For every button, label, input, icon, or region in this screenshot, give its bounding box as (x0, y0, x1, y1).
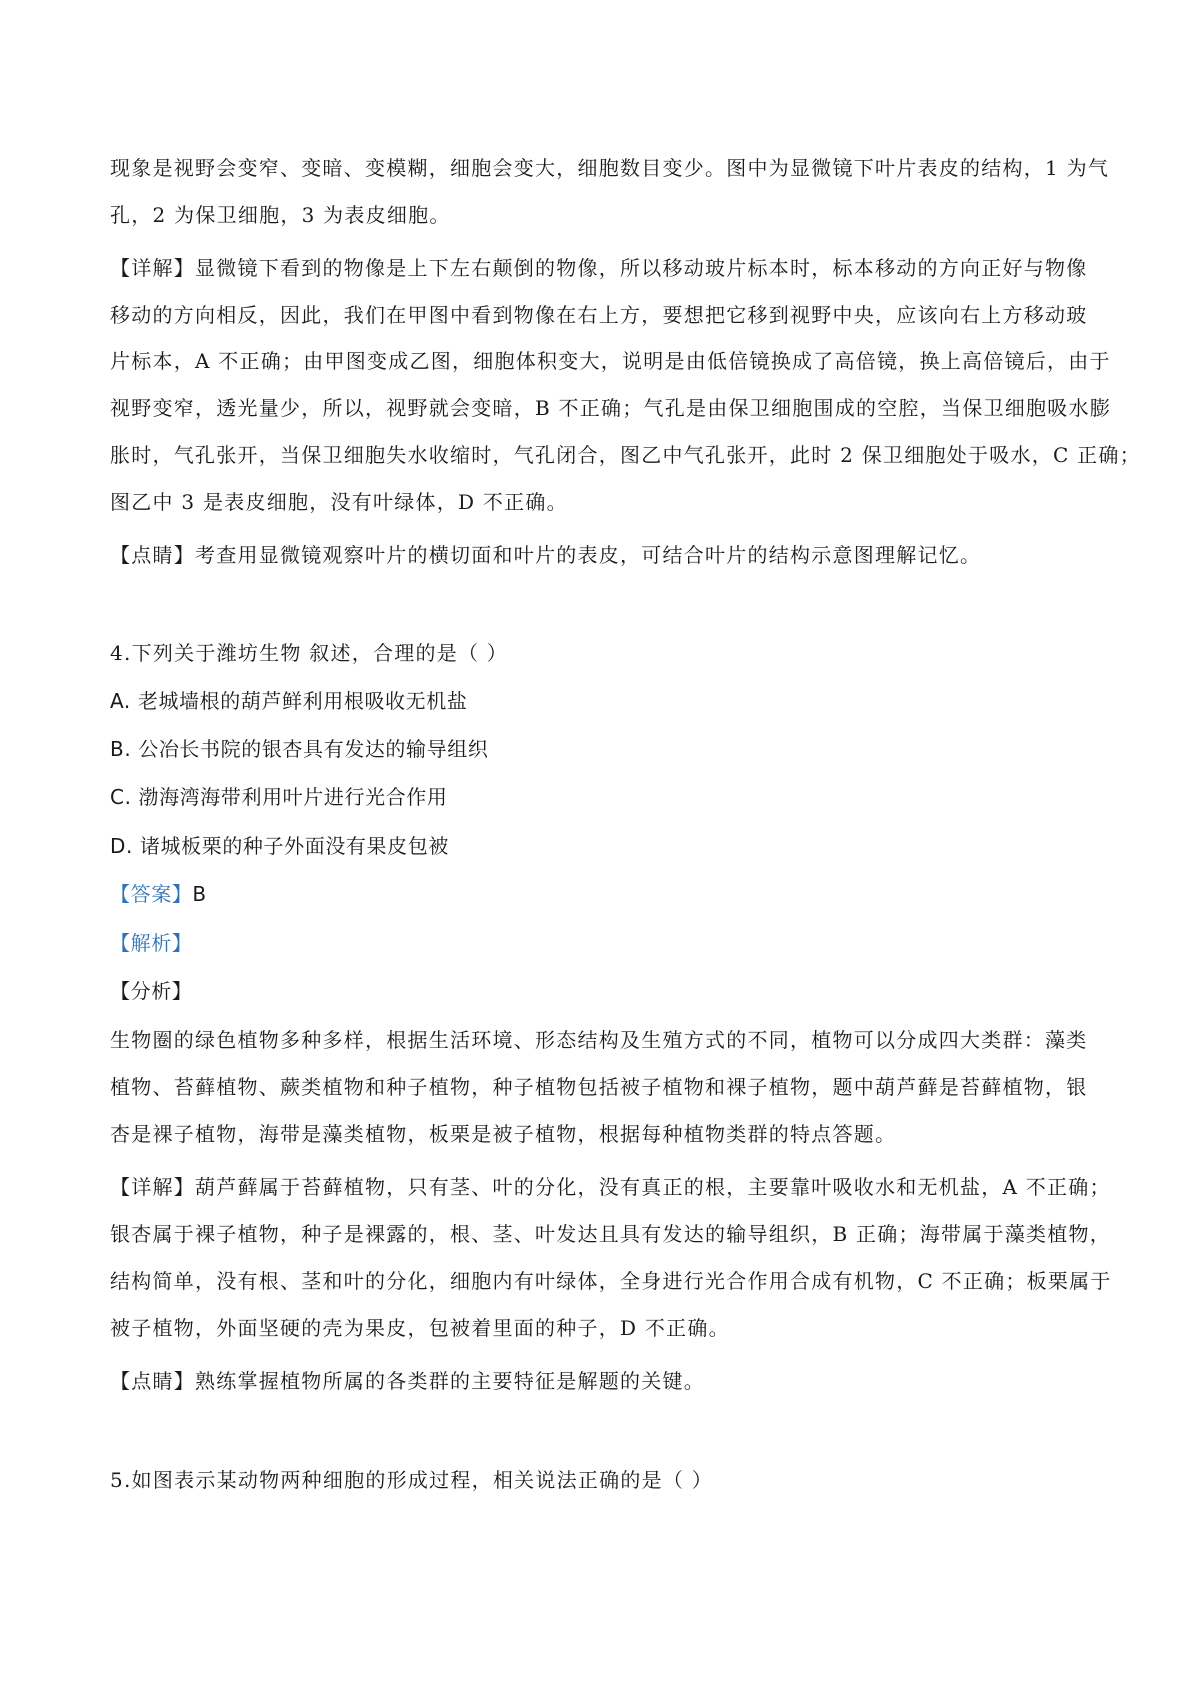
detail-line: 【详解】葫芦藓属于苔藓植物，只有茎、叶的分化，没有真正的根，主要靠叶吸收水和无机盐，A 不正确； (110, 1175, 1111, 1199)
fenxi-line: 生物圈的绿色植物多种多样，根据生活环境、形态结构及生殖方式的不同，植物可以分成四大类群：藻类 (110, 1028, 1088, 1052)
fenxi-line: 杏是裸子植物，海带是藻类植物，板栗是被子植物，根据每种植物类群的特点答题。 (110, 1122, 897, 1146)
answer-label: 【答案】 (110, 882, 193, 906)
detail-line: 片标本，A 不正确；由甲图变成乙图，细胞体积变大，说明是由低倍镜换成了高倍镜，换上高倍镜后，由于 (110, 349, 1111, 373)
detail-line: 【详解】显微镜下看到的物像是上下左右颠倒的物像，所以移动玻片标本时，标本移动的方向正好与物像 (110, 256, 1088, 280)
comment-line: 【点睛】考查用显微镜观察叶片的横切面和叶片的表皮，可结合叶片的结构示意图理解记忆。 (110, 543, 982, 567)
question-4-option-b: B. 公冶长书院的银杏具有发达的输导组织 (110, 737, 489, 761)
fenxi-line: 植物、苔藓植物、蕨类植物和种子植物，种子植物包括被子植物和裸子植物，题中葫芦藓是苔藓植物，银 (110, 1075, 1088, 1099)
detail-line: 被子植物，外面坚硬的壳为果皮，包被着里面的种子，D 不正确。 (110, 1316, 730, 1340)
detail-line: 视野变窄，透光量少，所以，视野就会变暗，B 不正确；气孔是由保卫细胞围成的空腔，当保卫细胞吸水膨 (110, 396, 1112, 420)
detail-line: 结构简单，没有根、茎和叶的分化，细胞内有叶绿体，全身进行光合作用合成有机物，C 不正确；板栗属于 (110, 1269, 1112, 1293)
detail-line: 移动的方向相反，因此，我们在甲图中看到物像在右上方，要想把它移到视野中央，应该向右上方移动玻 (110, 303, 1088, 327)
question-4-option-d: D. 诸城板栗的种子外面没有果皮包被 (110, 834, 449, 858)
detail-line: 胀时，气孔张开，当保卫细胞失水收缩时，气孔闭合，图乙中气孔张开，此时 2 保卫细胞处于吸水，C 正确； (110, 443, 1141, 467)
answer-value: B (192, 882, 207, 906)
detail-line: 银杏属于裸子植物，种子是裸露的，根、茎、叶发达且具有发达的输导组织，B 正确；海带属于藻类植物， (110, 1222, 1112, 1246)
answer-row (110, 879, 207, 909)
question-4-option-a: A. 老城墙根的葫芦鲜利用根吸收无机盐 (110, 689, 468, 713)
question-5-stem: 5.如图表示某动物两种细胞的形成过程，相关说法正确的是（ ） (110, 1468, 713, 1492)
paragraph-line: 孔，2 为保卫细胞，3 为表皮细胞。 (110, 203, 451, 227)
fenxi-label: 【分析】 (110, 979, 193, 1003)
paragraph-line: 现象是视野会变窄、变暗、变模糊，细胞会变大，细胞数目变少。图中为显微镜下叶片表皮的结构，1 为气 (110, 156, 1110, 180)
question-4-option-c: C. 渤海湾海带利用叶片进行光合作用 (110, 785, 448, 809)
analysis-label: 【解析】 (110, 931, 193, 955)
detail-line: 图乙中 3 是表皮细胞，没有叶绿体，D 不正确。 (110, 490, 568, 514)
comment-line: 【点睛】熟练掌握植物所属的各类群的主要特征是解题的关键。 (110, 1369, 705, 1393)
question-4-stem: 4.下列关于潍坊生物 叙述，合理的是（ ） (110, 641, 509, 665)
